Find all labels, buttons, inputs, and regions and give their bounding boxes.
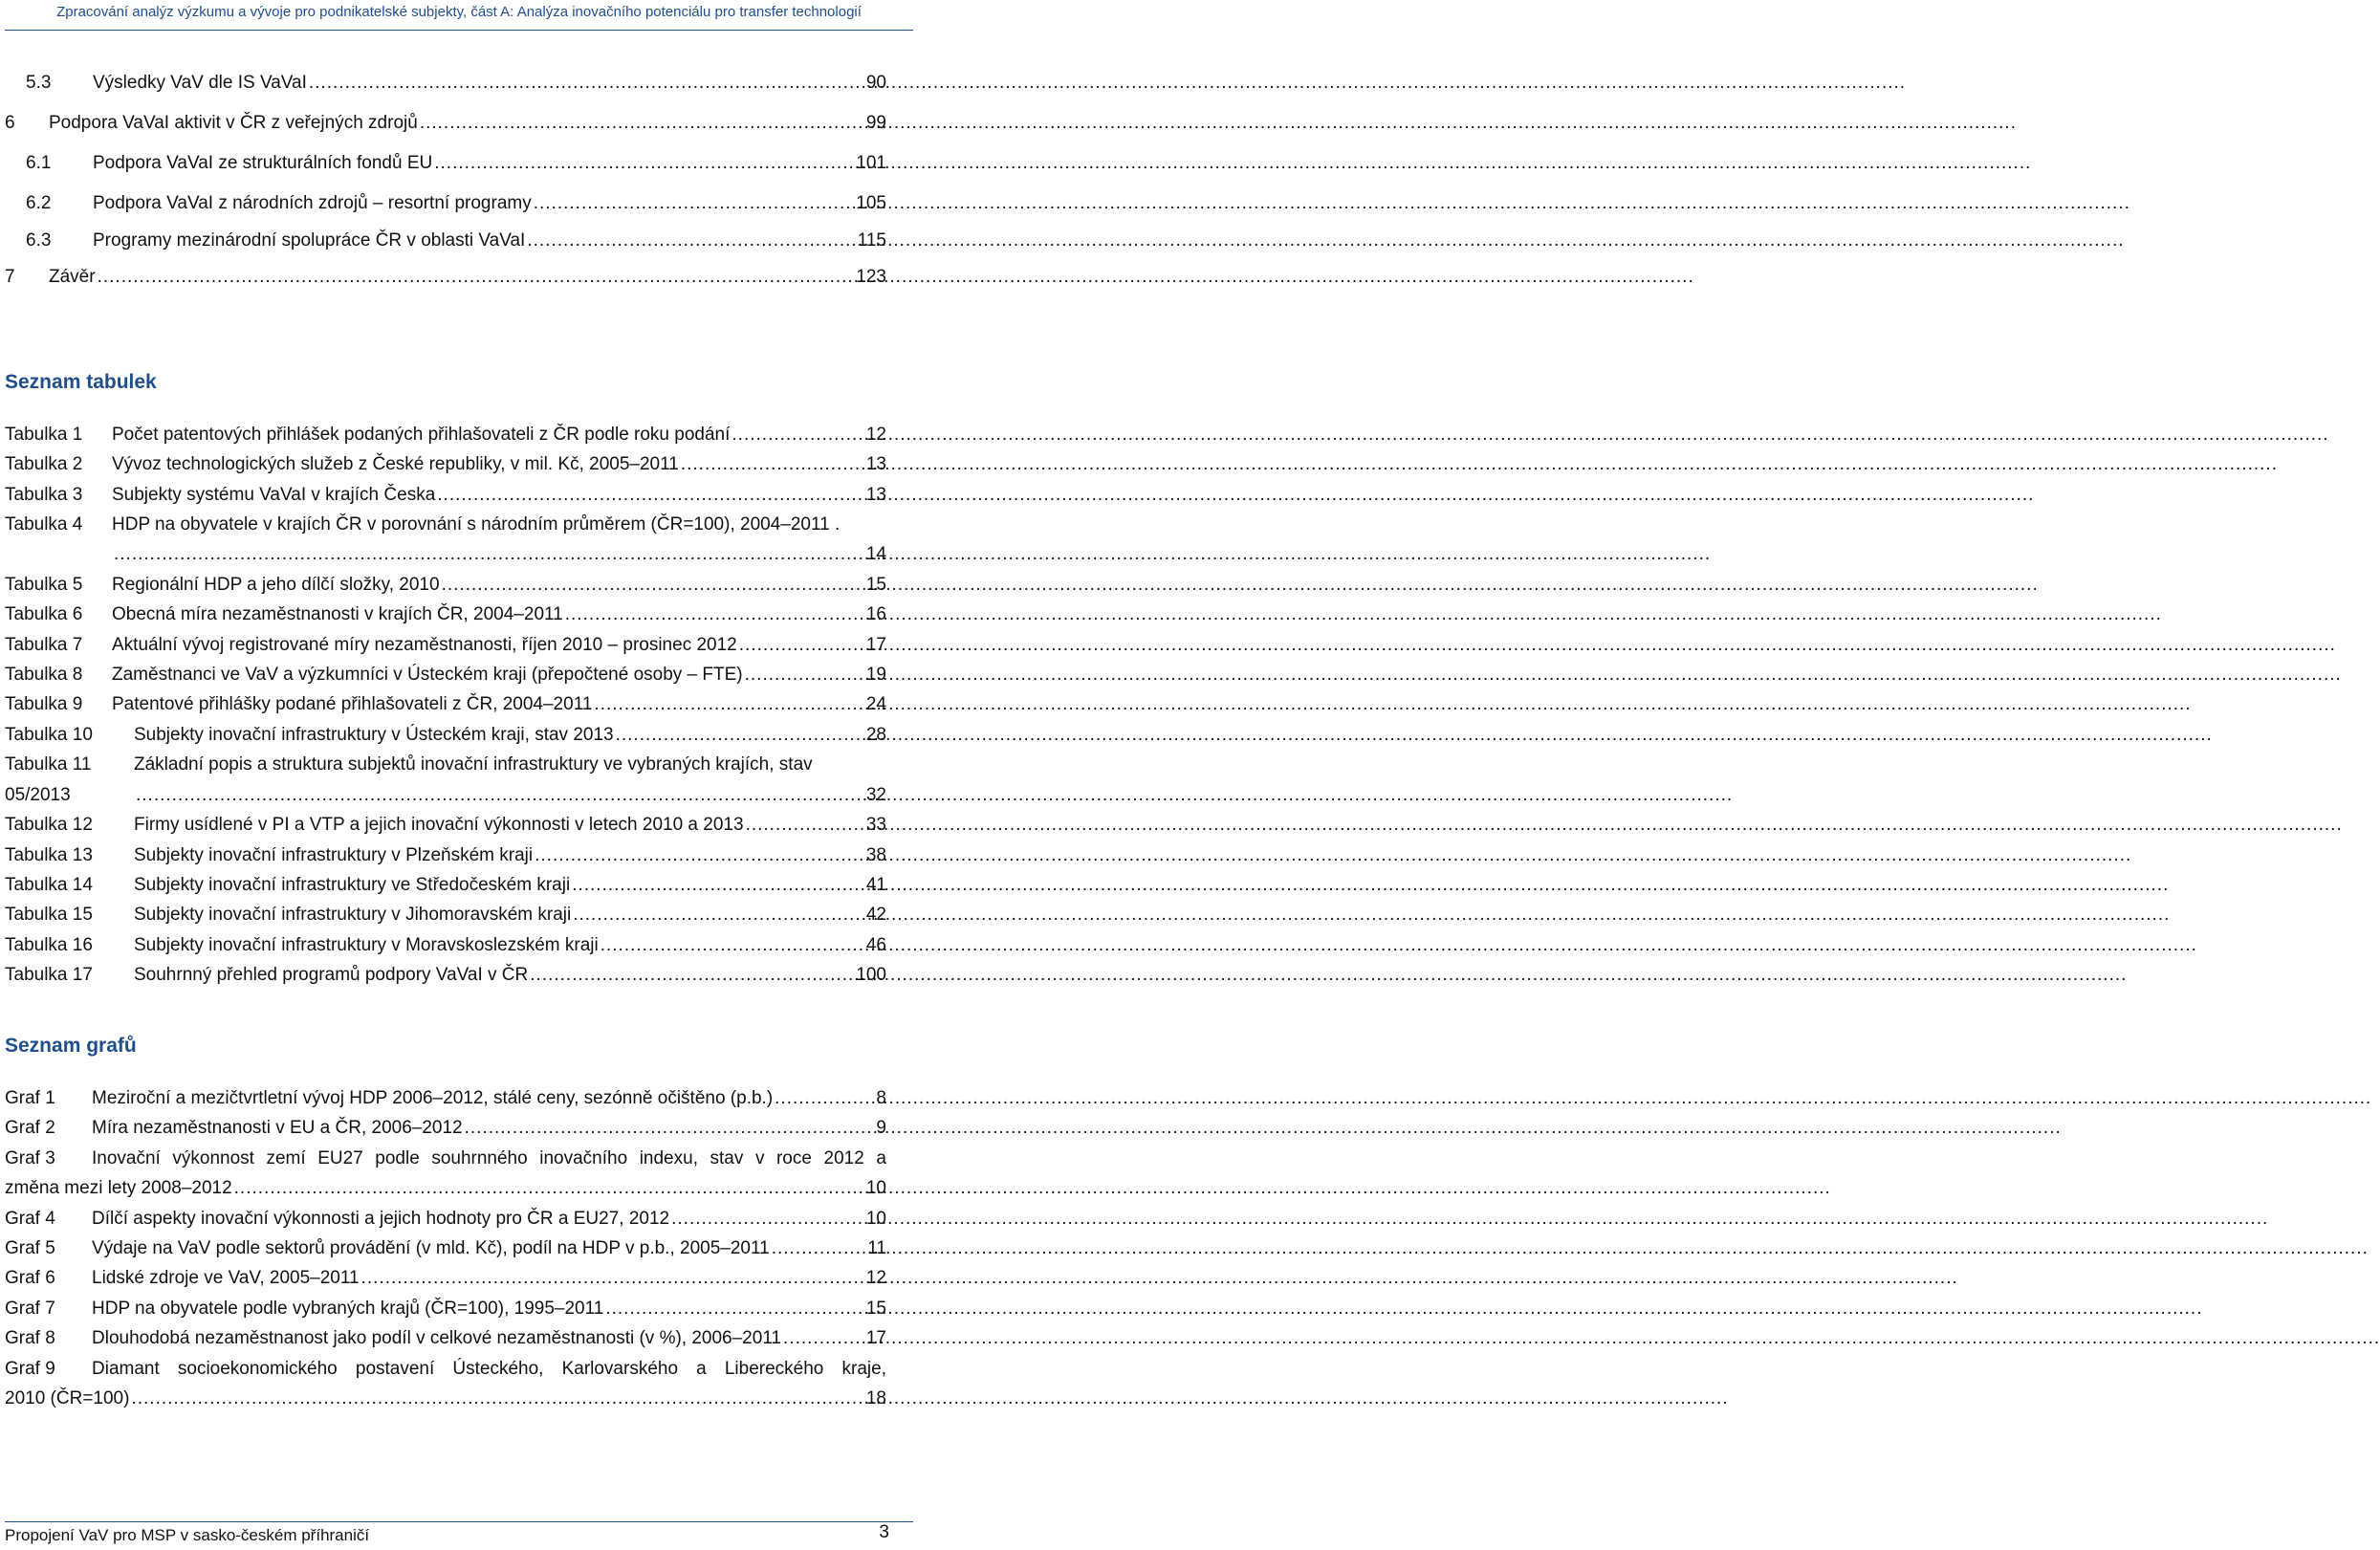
graph-title-word: stav [710, 1148, 744, 1168]
table-title: Subjekty systému VaVaI v krajích Česka [112, 485, 436, 505]
table-entry[interactable] [5, 753, 886, 777]
graph-page: 9 [876, 1118, 886, 1138]
leader-dots [442, 573, 864, 598]
graph-entry[interactable] [5, 1146, 886, 1171]
table-title: Zaměstnanci ve VaV a výzkumníci v Ústeckém kraji (přepočtené osoby – FTE) [112, 665, 743, 685]
table-entry[interactable] [5, 843, 886, 868]
running-header: Zpracování analýz výzkumu a vývoje pro podnikatelské subjekty, část A: Analýza inovačního potenciálu pro transfer technologií [56, 4, 862, 20]
toc-page: 90 [865, 73, 886, 93]
table-number: Tabulka 5 [5, 575, 83, 595]
table-page: 15 [865, 575, 886, 595]
table-number: Tabulka 14 [5, 875, 93, 895]
table-entry[interactable] [5, 873, 886, 898]
table-page: 19 [865, 665, 886, 685]
table-page: 32 [865, 785, 886, 805]
table-entry[interactable] [5, 663, 886, 688]
leader-dots [309, 71, 864, 96]
leader-dots [535, 843, 864, 868]
table-title: HDP na obyvatele v krajích ČR v porovnání s národním průměrem (ČR=100), 2004–2011 . [112, 514, 841, 535]
leader-dots [731, 423, 863, 448]
graph-number: Graf 1 [5, 1088, 55, 1108]
table-number: Tabulka 16 [5, 935, 93, 955]
graph-entry[interactable] [5, 1357, 886, 1382]
leader-dots [534, 191, 855, 216]
table-number: Tabulka 12 [5, 815, 93, 835]
graph-title: Míra nezaměstnanosti v EU a ČR, 2006–2012 [92, 1118, 463, 1138]
table-page: 14 [865, 544, 886, 564]
leader-dots [600, 933, 864, 958]
toc-title: Podpora VaVaI z národních zdrojů – resortní programy [93, 193, 532, 213]
leader-dots [114, 542, 864, 567]
table-number: Tabulka 10 [5, 725, 93, 745]
leader-dots [131, 1386, 863, 1411]
table-entry[interactable] [5, 813, 886, 838]
leader-dots [572, 873, 864, 898]
table-entry[interactable] [5, 903, 886, 928]
graph-number: Graf 9 [5, 1359, 55, 1379]
table-number: Tabulka 1 [5, 425, 83, 445]
graph-entry[interactable] [5, 1326, 886, 1351]
table-entry[interactable] [5, 633, 886, 658]
table-title-continuation: 05/2013 [5, 785, 71, 805]
table-entry[interactable] [5, 452, 886, 477]
leader-dots [746, 813, 864, 838]
graph-page: 17 [865, 1328, 886, 1348]
leader-dots [527, 229, 855, 253]
graph-title-word: Inovační [92, 1148, 161, 1168]
leader-dots [465, 1116, 875, 1141]
table-page: 16 [865, 604, 886, 624]
leader-dots [739, 633, 864, 658]
graph-entry[interactable] [5, 1297, 886, 1321]
table-title: Souhrnný přehled programů podpory VaVaI v ČR [134, 965, 529, 985]
graph-title-word: roce [775, 1148, 812, 1168]
toc-entry[interactable] [26, 229, 886, 253]
leader-dots [594, 692, 863, 717]
footer-divider [5, 1521, 913, 1522]
header-divider [5, 30, 913, 31]
table-title: Subjekty inovační infrastruktury v Ústeckém kraji, stav 2013 [134, 725, 614, 745]
leader-dots [573, 903, 864, 928]
table-page: 38 [865, 845, 886, 865]
graph-title-word: 2012 [823, 1148, 864, 1168]
graph-page: 18 [865, 1388, 886, 1408]
table-title: Firmy usídlené v PI a VTP a jejich inovační výkonnosti v letech 2010 a 2013 [134, 815, 744, 835]
graph-number: Graf 6 [5, 1268, 55, 1288]
table-number: Tabulka 15 [5, 905, 93, 925]
leader-dots [681, 452, 864, 477]
graph-title-word: podle [375, 1148, 420, 1168]
graph-title: Výdaje na VaV podle sektorů provádění (v mld. Kč), podíl na HDP v p.b., 2005–2011 [92, 1238, 770, 1258]
leader-dots [361, 1266, 864, 1291]
graph-title-word: kraje, [841, 1359, 886, 1379]
toc-number: 6 [5, 113, 15, 133]
table-number: Tabulka 6 [5, 604, 83, 624]
toc-page: 101 [856, 153, 886, 173]
table-number: Tabulka 13 [5, 845, 93, 865]
table-page: 46 [865, 935, 886, 955]
leader-dots [775, 1086, 874, 1111]
table-title: Základní popis a struktura subjektů inovační infrastruktury ve vybraných krajích, stav [134, 754, 813, 775]
leader-dots [136, 783, 864, 808]
toc-number: 6.2 [26, 193, 52, 213]
toc-number: 6.1 [26, 153, 52, 173]
leader-dots [605, 1297, 864, 1321]
leader-dots [616, 723, 864, 748]
leader-dots [772, 1236, 866, 1261]
table-title: Subjekty inovační infrastruktury v Plzeňském kraji [134, 845, 534, 865]
toc-entry[interactable] [26, 151, 886, 176]
table-page: 28 [865, 725, 886, 745]
table-number: Tabulka 17 [5, 965, 93, 985]
toc-title: Podpora VaVaI aktivit v ČR z veřejných zdrojů [49, 113, 418, 133]
graph-title-word: Diamant [92, 1359, 160, 1379]
table-page: 41 [865, 875, 886, 895]
table-title: Patentové přihlášky podané přihlašovateli z ČR, 2004–2011 [112, 694, 593, 714]
graph-page: 10 [865, 1178, 886, 1198]
leader-dots [98, 265, 855, 290]
graph-number: Graf 4 [5, 1209, 55, 1229]
table-page: 13 [865, 485, 886, 505]
table-page: 33 [865, 815, 886, 835]
leader-dots [437, 483, 864, 508]
leader-dots [565, 602, 864, 627]
page-number: 3 [879, 1522, 889, 1542]
leader-dots [234, 1176, 864, 1201]
graph-entry[interactable] [5, 1116, 886, 1141]
graph-entry-continuation [5, 1386, 886, 1411]
graph-page: 12 [865, 1268, 886, 1288]
toc-title: Podpora VaVaI ze strukturálních fondů EU [93, 153, 433, 173]
graph-page: 8 [876, 1088, 886, 1108]
toc-number: 5.3 [26, 73, 52, 93]
leader-dots [671, 1207, 864, 1232]
table-entry[interactable] [5, 483, 886, 508]
toc-page: 105 [856, 193, 886, 213]
graph-title-word: výkonnost [172, 1148, 254, 1168]
graph-title: Meziroční a mezičtvrtletní vývoj HDP 2006–2012, stálé ceny, sezónně očištěno (p.b.) [92, 1088, 774, 1108]
graph-page: 15 [865, 1299, 886, 1319]
table-page: 24 [865, 694, 886, 714]
table-entry[interactable] [5, 513, 886, 537]
table-title: Vývoz technologických služeb z České republiky, v mil. Kč, 2005–2011 [112, 454, 679, 474]
toc-title: Programy mezinárodní spolupráce ČR v oblasti VaVaI [93, 230, 526, 251]
leader-dots [434, 151, 854, 176]
graph-title-word: a [696, 1359, 707, 1379]
graph-entry[interactable] [5, 1236, 886, 1261]
toc-page: 115 [857, 230, 886, 251]
graph-title-word: zemí [266, 1148, 306, 1168]
table-entry[interactable] [5, 602, 886, 627]
table-number: Tabulka 9 [5, 694, 83, 714]
toc-number: 6.3 [26, 230, 52, 251]
graph-entry[interactable] [5, 1207, 886, 1232]
graph-title-word: postavení [355, 1359, 435, 1379]
table-title: Subjekty inovační infrastruktury v Jihomoravském kraji [134, 905, 572, 925]
toc-title: Závěr [49, 267, 96, 287]
leader-dots [420, 111, 864, 136]
toc-entry[interactable] [26, 71, 886, 96]
table-entry[interactable] [5, 423, 886, 448]
graph-title-word: souhrnného [431, 1148, 528, 1168]
graph-title [92, 1357, 886, 1382]
table-title: Regionální HDP a jeho dílčí složky, 2010 [112, 575, 440, 595]
table-entry[interactable] [5, 573, 886, 598]
graph-entry[interactable] [5, 1086, 886, 1111]
graphs-heading: Seznam grafů [5, 1035, 137, 1057]
graph-title: Dlouhodobá nezaměstnanost jako podíl v celkové nezaměstnanosti (v %), 2006–2011 [92, 1328, 782, 1348]
toc-number: 7 [5, 267, 15, 287]
toc-entry[interactable] [5, 265, 886, 290]
table-number: Tabulka 2 [5, 454, 83, 474]
graph-title-word: Karlovarského [561, 1359, 679, 1379]
table-page: 13 [865, 454, 886, 474]
graph-entry-continuation [5, 1176, 886, 1201]
graph-number: Graf 2 [5, 1118, 55, 1138]
table-number: Tabulka 11 [5, 754, 92, 775]
toc-title: Výsledky VaV dle IS VaVaI [93, 73, 307, 93]
graph-number: Graf 5 [5, 1238, 55, 1258]
table-number: Tabulka 8 [5, 665, 83, 685]
table-title: Počet patentových přihlášek podaných přihlašovateli z ČR podle roku podání [112, 425, 731, 445]
table-number: Tabulka 4 [5, 514, 83, 535]
graph-title-word: Libereckého [724, 1359, 824, 1379]
table-title: Obecná míra nezaměstnanosti v krajích ČR, 2004–2011 [112, 604, 563, 624]
graph-entry[interactable] [5, 1266, 886, 1291]
toc-entry[interactable] [26, 191, 886, 216]
tables-heading: Seznam tabulek [5, 371, 157, 393]
graph-title-word: inovačního [539, 1148, 628, 1168]
leader-dots [745, 663, 864, 688]
graph-title-continuation: změna mezi lety 2008–2012 [5, 1178, 232, 1198]
table-number: Tabulka 7 [5, 635, 83, 655]
graph-title-word: EU27 [317, 1148, 363, 1168]
graph-title-word: socioekonomického [177, 1359, 338, 1379]
graph-title-continuation: 2010 (ČR=100) [5, 1388, 130, 1408]
graph-title [92, 1146, 886, 1171]
graph-title: Lidské zdroje ve VaV, 2005–2011 [92, 1268, 360, 1288]
graph-title: HDP na obyvatele podle vybraných krajů (ČR=100), 1995–2011 [92, 1299, 604, 1319]
graph-page: 10 [865, 1209, 886, 1229]
leader-dots [530, 963, 854, 988]
table-page: 100 [856, 965, 886, 985]
table-title: Subjekty inovační infrastruktury ve Středočeském kraji [134, 875, 571, 895]
table-number: Tabulka 3 [5, 485, 83, 505]
table-entry[interactable] [5, 723, 886, 748]
toc-page: 123 [856, 267, 886, 287]
table-page: 17 [865, 635, 886, 655]
graph-title-word: indexu, [639, 1148, 698, 1168]
table-title: Aktuální vývoj registrované míry nezaměstnanosti, říjen 2010 – prosinec 2012 [112, 635, 737, 655]
footer-project-title: Propojení VaV pro MSP v sasko-českém příhraničí [5, 1526, 370, 1544]
graph-page: 11 [867, 1238, 886, 1258]
graph-title-word: a [876, 1148, 886, 1168]
table-title: Subjekty inovační infrastruktury v Moravskoslezském kraji [134, 935, 599, 955]
leader-dots [783, 1326, 864, 1351]
toc-entry[interactable] [5, 111, 886, 136]
table-entry[interactable] [5, 933, 886, 958]
toc-page: 99 [865, 113, 886, 133]
graph-number: Graf 3 [5, 1148, 55, 1168]
graph-title-word: v [754, 1148, 765, 1168]
table-entry-continuation [112, 542, 886, 567]
table-page: 12 [865, 425, 886, 445]
table-entry-continuation [5, 783, 886, 808]
graph-number: Graf 7 [5, 1299, 55, 1319]
graph-title-word: Ústeckého, [452, 1359, 544, 1379]
graph-number: Graf 8 [5, 1328, 55, 1348]
table-page: 42 [865, 905, 886, 925]
graph-title: Dílčí aspekty inovační výkonnosti a jejich hodnoty pro ČR a EU27, 2012 [92, 1209, 670, 1229]
table-entry[interactable] [5, 963, 886, 988]
table-entry[interactable] [5, 692, 886, 717]
